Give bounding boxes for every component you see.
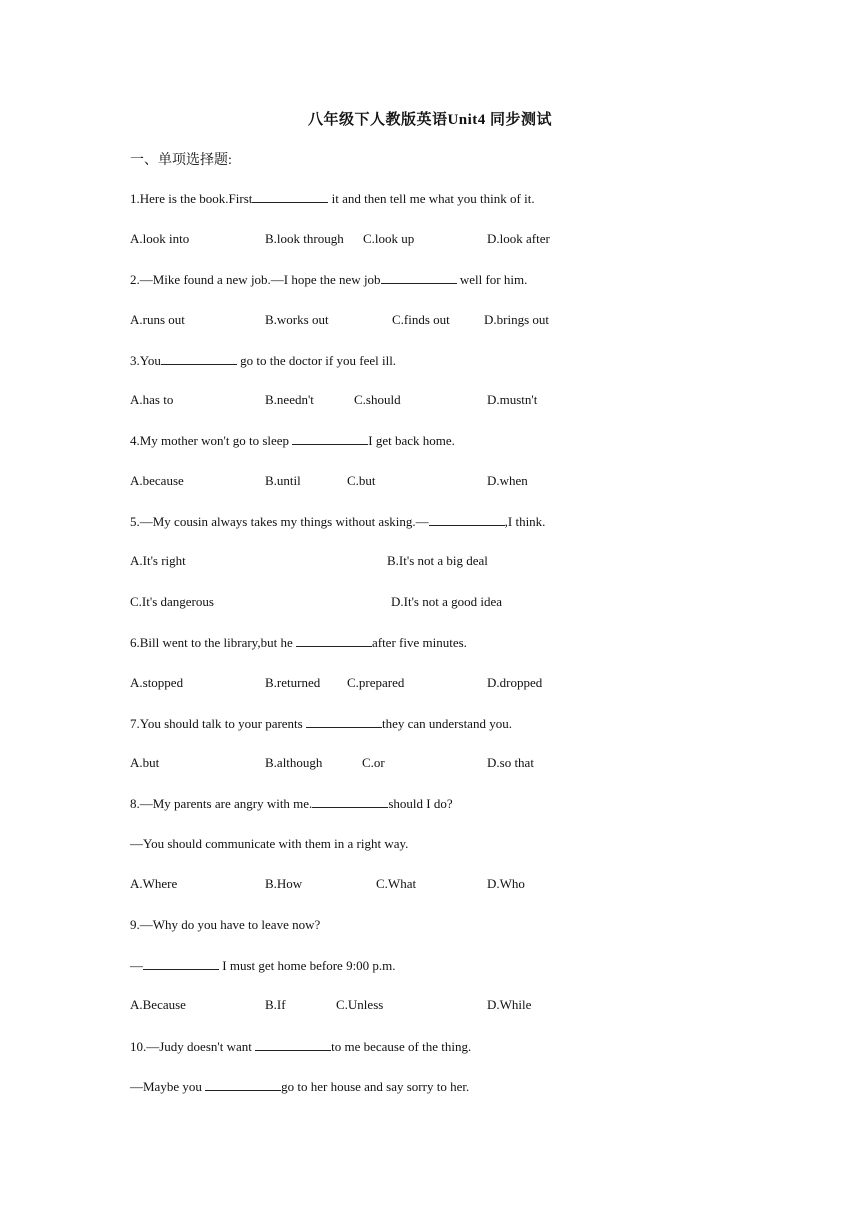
question-3 (130, 352, 396, 369)
option-a: A.because (130, 473, 184, 488)
option-a: A.Where (130, 876, 178, 891)
question-8 (130, 795, 453, 812)
option-a: A.runs out (130, 312, 185, 327)
answer-blank (205, 1078, 281, 1091)
option-c: C.prepared (347, 675, 405, 690)
answer-blank (429, 513, 505, 526)
option-c: C.It's dangerous (130, 594, 214, 609)
document-title: 八年级下人教版英语Unit4 同步测试 (307, 112, 553, 128)
option-b: B.works out (265, 312, 329, 327)
question-text: it and then tell me what you think of it. (328, 191, 535, 206)
question-4 (130, 432, 455, 449)
question-2 (130, 271, 527, 288)
question-6 (130, 634, 467, 651)
option-a: A.Because (130, 997, 186, 1012)
option-c: C.What (376, 876, 417, 891)
question-text: 5.—My cousin always takes my things without asking.— (130, 514, 429, 529)
option-c: C.but (347, 473, 376, 488)
option-d: D.mustn't (487, 392, 538, 407)
option-d: D.It's not a good idea (391, 594, 503, 609)
question-text: should I do? (388, 796, 453, 811)
answer-blank (312, 795, 388, 808)
option-a: A.stopped (130, 675, 184, 690)
option-a: A.has to (130, 392, 174, 407)
question-text: I must get home before 9:00 p.m. (219, 958, 396, 973)
question-text: go to her house and say sorry to her. (281, 1079, 470, 1094)
answer-blank (143, 957, 219, 970)
question-1 (130, 190, 535, 207)
question-text: 3.You (130, 353, 161, 368)
question-text: they can understand you. (381, 716, 512, 731)
question-7 (130, 715, 512, 732)
answer-blank (255, 1038, 331, 1051)
answer-blank (306, 715, 382, 728)
option-b: B.If (265, 997, 286, 1012)
option-d: D.brings out (484, 312, 549, 327)
answer-blank (381, 271, 457, 284)
question-text: 8.—My parents are angry with me. (130, 796, 313, 811)
option-d: D.look after (487, 231, 550, 246)
option-a: A.look into (130, 231, 190, 246)
option-c: C.or (362, 755, 385, 770)
option-a: A.but (130, 755, 160, 770)
option-c: C.finds out (392, 312, 450, 327)
question-text: ,I think. (504, 514, 546, 529)
answer-blank (296, 634, 372, 647)
option-c: C.look up (363, 231, 415, 246)
option-b: B.needn't (265, 392, 314, 407)
question-text: to me because of the thing. (331, 1039, 472, 1054)
option-d: D.when (487, 473, 528, 488)
option-d: D.While (487, 997, 532, 1012)
question-text: I get back home. (368, 433, 455, 448)
question-text: 6.Bill went to the library,but he (130, 635, 296, 650)
question-text: 2.—Mike found a new job.—I hope the new job (130, 272, 381, 287)
question-9-reply (130, 957, 396, 974)
question-text: after five minutes. (371, 635, 467, 650)
answer-blank (292, 432, 368, 445)
option-b: B.returned (265, 675, 321, 690)
question-text: 4.My mother won't go to sleep (130, 433, 293, 448)
question-text: go to the doctor if you feel ill. (236, 353, 397, 368)
option-d: D.so that (487, 755, 534, 770)
option-c: C.Unless (336, 997, 384, 1012)
option-b: B.until (265, 473, 301, 488)
option-b: B.although (265, 755, 323, 770)
question-9: 9.—Why do you have to leave now? (130, 917, 321, 932)
option-b: B.How (265, 876, 303, 891)
option-d: D.Who (487, 876, 525, 891)
option-d: D.dropped (487, 675, 543, 690)
option-b: B.It's not a big deal (387, 553, 488, 568)
question-text: — (130, 958, 143, 973)
question-text: 1.Here is the book.First (130, 191, 253, 206)
question-8-reply: —You should communicate with them in a right way. (130, 836, 409, 851)
question-10-reply (130, 1078, 469, 1095)
question-text: 7.You should talk to your parents (130, 716, 306, 731)
question-text: 10.—Judy doesn't want (130, 1039, 256, 1054)
question-10 (130, 1038, 471, 1055)
section-heading: 一、单项选择题: (130, 153, 232, 168)
question-5 (130, 513, 545, 530)
answer-blank (252, 190, 328, 203)
question-text: well for him. (456, 272, 528, 287)
option-a: A.It's right (130, 553, 186, 568)
option-b: B.look through (265, 231, 344, 246)
option-c: C.should (354, 392, 401, 407)
answer-blank (161, 352, 237, 365)
question-text: —Maybe you (130, 1079, 206, 1094)
